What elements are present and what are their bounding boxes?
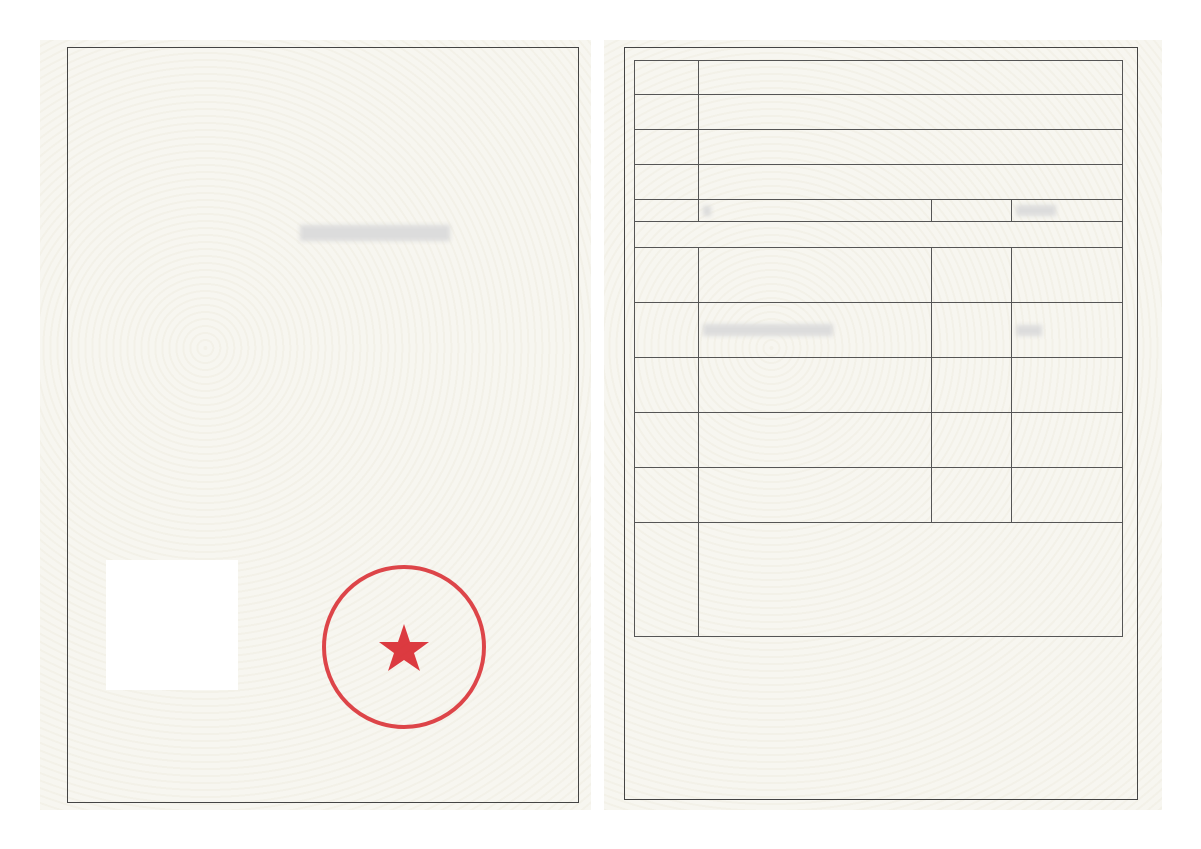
participants-title	[635, 222, 1123, 248]
scale-value	[698, 165, 1122, 200]
qr-code-pattern	[114, 568, 230, 682]
unit-label	[635, 468, 699, 523]
price-cell	[1012, 200, 1123, 222]
unit-value	[698, 358, 932, 413]
table-row	[635, 130, 1123, 165]
project-label	[635, 95, 699, 130]
certificate-number	[294, 222, 450, 242]
unit-label	[635, 248, 699, 303]
qr-code[interactable]	[106, 560, 238, 690]
unit-row	[635, 358, 1123, 413]
unit-label	[635, 358, 699, 413]
unit-person	[1012, 248, 1123, 303]
remarks-row	[635, 523, 1123, 637]
unit-role	[932, 248, 1012, 303]
unit-value	[698, 248, 932, 303]
table-row	[635, 200, 1123, 222]
unit-value	[698, 413, 932, 468]
redacted-period	[703, 206, 711, 216]
unit-role	[932, 358, 1012, 413]
project-info-table	[634, 60, 1123, 637]
table-row	[635, 165, 1123, 200]
unit-row	[635, 413, 1123, 468]
period-label	[635, 200, 699, 222]
redacted-person	[1016, 325, 1042, 336]
period-cell	[698, 200, 932, 222]
unit-role	[932, 413, 1012, 468]
redacted-price	[1016, 205, 1056, 216]
builder-value	[698, 61, 1122, 95]
unit-row	[635, 303, 1123, 358]
builder-label	[635, 61, 699, 95]
unit-value	[698, 468, 932, 523]
price-label	[932, 200, 1012, 222]
unit-value	[698, 303, 932, 358]
address-label	[635, 130, 699, 165]
project-value	[698, 95, 1122, 130]
unit-row	[635, 468, 1123, 523]
address-value	[698, 130, 1122, 165]
remarks-content	[698, 523, 1122, 637]
remarks-label	[635, 523, 699, 637]
scale-label	[635, 165, 699, 200]
unit-role	[932, 303, 1012, 358]
table-row	[635, 61, 1123, 95]
table-row	[635, 95, 1123, 130]
certificate-details-page	[604, 40, 1162, 810]
certificate-front-page	[40, 40, 591, 810]
unit-label	[635, 413, 699, 468]
unit-label	[635, 303, 699, 358]
redacted-design-unit	[703, 324, 833, 336]
unit-role	[932, 468, 1012, 523]
redacted-number	[300, 225, 450, 241]
table-row	[635, 222, 1123, 248]
unit-person	[1012, 358, 1123, 413]
unit-row	[635, 248, 1123, 303]
unit-person	[1012, 303, 1123, 358]
unit-person	[1012, 468, 1123, 523]
unit-person	[1012, 413, 1123, 468]
